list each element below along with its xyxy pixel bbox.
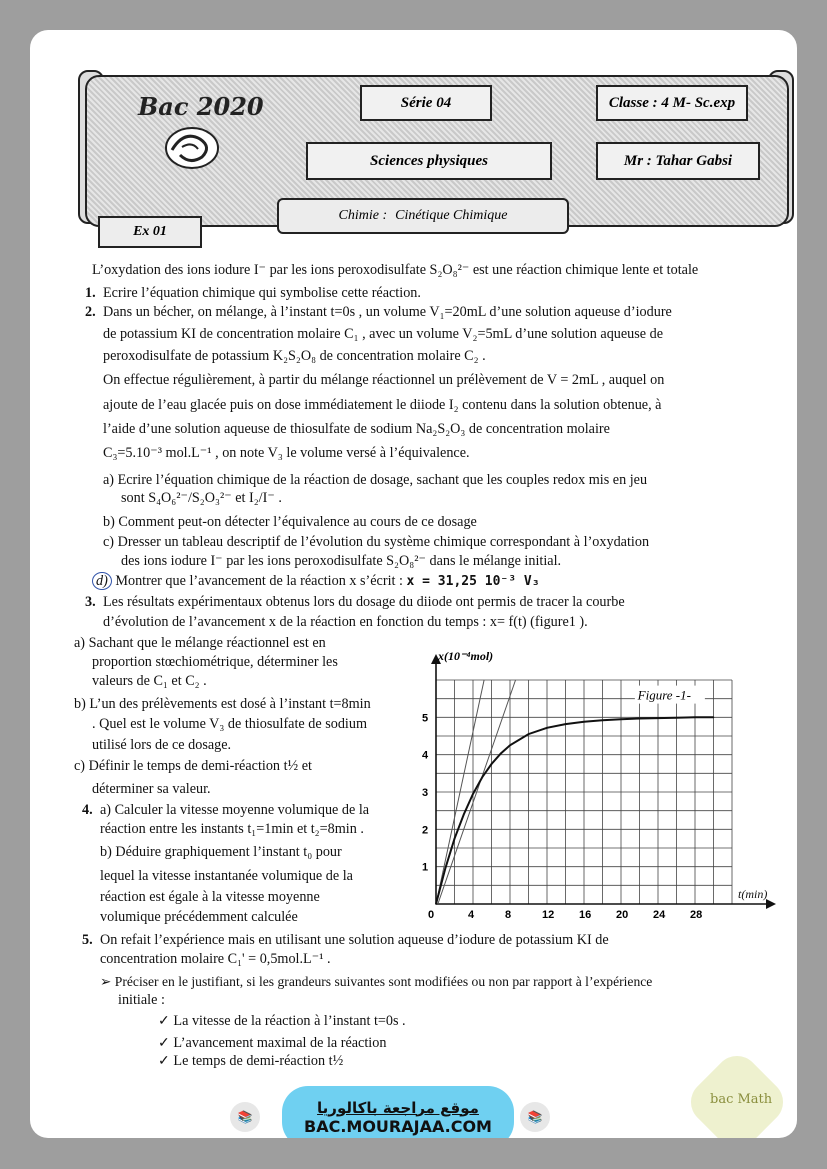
q2-line-7: C₃=5.10⁻³ mol.L⁻¹ , on note V₃ le volume versé à l’équivalence. <box>103 445 470 461</box>
y-tick-label: 4 <box>422 749 429 762</box>
footer-left-logo-icon: 📚 <box>230 1102 260 1132</box>
data-point <box>463 814 465 816</box>
q5-line-4: initiale : <box>118 992 165 1008</box>
q2-line-3: peroxodisulfate de potassium K₂S₂O₈ de concentration molaire C₂ . <box>103 348 486 364</box>
data-point <box>444 868 446 870</box>
q4a-line-1: a) Calculer la vitesse moyenne volumique de la <box>100 802 370 818</box>
q2d-formula: x = 31,25 10⁻³ V₃ <box>406 574 540 589</box>
chimie-label: Chimie : <box>338 208 388 223</box>
q3c-line-2: déterminer sa valeur. <box>92 781 211 797</box>
q3a-line-2: proportion stœchiométrique, déterminer les <box>92 654 338 670</box>
q4b-line-3: réaction est égale à la vitesse moyenne <box>100 889 320 905</box>
q2c-line-1: c) Dresser un tableau descriptif de l’évolution du système chimique correspondant à l’oxydation <box>103 534 650 550</box>
q3b-line-3: utilisé lors de ce dosage. <box>92 737 232 753</box>
q2-line-6: l’aide d’une solution aqueuse de thiosulfate de sodium Na₂S₂O₃ de concentration molaire <box>103 421 610 437</box>
y-tick-label: 5 <box>422 712 429 725</box>
x-tick-label: 20 <box>616 909 629 921</box>
data-point <box>528 733 530 735</box>
data-point <box>435 903 437 905</box>
q2-line-4: On effectue régulièrement, à partir du mélange réactionnel un prélèvement de V = 2mL , auquel on <box>103 372 665 388</box>
q3b-line-2: . Quel est le volume V₃ de thiosulfate de sodium <box>92 716 367 732</box>
matiere-box: Sciences physiques <box>306 142 552 180</box>
x-tick-label: 16 <box>579 909 592 921</box>
check-item-3: ✓ Le temps de demi-réaction t½ <box>158 1053 344 1069</box>
x-tick-label: 28 <box>690 909 703 921</box>
classe-box: Classe : 4 M- Sc.exp <box>596 85 748 121</box>
y-tick-label: 3 <box>422 787 429 799</box>
q4a-line-2: réaction entre les instants t₁=1min et t₂=8min . <box>100 821 364 837</box>
q5-number: 5. <box>82 932 93 948</box>
q4-number: 4. <box>82 802 93 818</box>
x-tick-label: 8 <box>505 909 512 921</box>
x-tick-label: 12 <box>542 909 555 921</box>
q2-number: 2. <box>85 304 96 320</box>
figure-title: Figure -1- <box>637 687 691 703</box>
data-point <box>694 717 696 719</box>
bac-title: Bac 2020 <box>138 92 264 121</box>
chimie-box <box>277 198 569 234</box>
q3-line-1: Les résultats expérimentaux obtenus lors du dosage du diiode ont permis de tracer la courbe <box>103 594 625 610</box>
y-tick-label: 1 <box>422 861 429 874</box>
q1-number: 1. <box>85 285 96 301</box>
q3-number: 3. <box>85 594 96 610</box>
data-point <box>481 776 483 778</box>
x-tick-label: 4 <box>468 909 475 921</box>
figure-1-chart <box>408 642 796 924</box>
cinetique-label: Cinétique Chimique <box>395 208 508 223</box>
q2-line-2: de potassium KI de concentration molaire C₁ , avec un volume V₂=5mL d’une solution aqueuse de <box>103 326 664 342</box>
data-point <box>713 717 715 719</box>
prof-box: Mr : Tahar Gabsi <box>596 142 760 180</box>
q1-text: Ecrire l’équation chimique qui symbolise cette réaction. <box>103 285 421 301</box>
school-logo-icon <box>162 125 222 171</box>
q2d-text: Montrer que l’avancement de la réaction x s’écrit : <box>115 573 403 589</box>
footer-arabic-title: موقع مراجعة باكالوريا <box>317 1098 479 1117</box>
q4b-line-1: b) Déduire graphiquement l’instant t₀ pour <box>100 844 342 860</box>
data-point <box>620 718 622 720</box>
document-page <box>30 30 797 1138</box>
q3c-line-1: c) Définir le temps de demi-réaction t½ et <box>74 758 312 774</box>
footer-site-banner[interactable] <box>282 1086 514 1138</box>
data-point <box>565 723 567 725</box>
serie-box: Série 04 <box>360 85 492 121</box>
q2b-text: b) Comment peut-on détecter l’équivalence au cours de ce dosage <box>103 514 477 530</box>
data-point <box>602 720 604 722</box>
q5-line-1: On refait l’expérience mais en utilisant une solution aqueuse d’iodure de potassium KI de <box>100 932 609 948</box>
q3-line-2: d’évolution de l’avancement x de la réaction en fonction du temps : x= f(t) (figure1 ). <box>103 614 588 630</box>
q2d-row <box>92 572 540 591</box>
q5-line-2: concentration molaire C₁' = 0,5mol.L⁻¹ . <box>100 951 331 967</box>
intro-text: L’oxydation des ions iodure I⁻ par les ions peroxodisulfate S₂O₈²⁻ est une réaction chimique lente et totale <box>92 262 699 278</box>
q2a-line-1: a) Ecrire l’équation chimique de la réaction de dosage, sachant que les couples redox mis en jeu <box>103 472 648 488</box>
y-tick-label: 2 <box>422 824 429 837</box>
data-point <box>657 717 659 719</box>
q2a-line-2: sont S₄O₆²⁻/S₂O₃²⁻ et I₂/I⁻ . <box>121 490 282 506</box>
x-tick-label: 0 <box>428 909 435 921</box>
q3a-line-1: a) Sachant que le mélange réactionnel est en <box>74 635 326 651</box>
data-point <box>639 718 641 720</box>
x-axis-arrow-icon <box>766 899 776 909</box>
data-point <box>491 763 493 765</box>
data-point <box>500 753 502 755</box>
q4b-line-2: lequel la vitesse instantanée volumique de la <box>100 868 353 884</box>
data-point <box>546 727 548 729</box>
data-point <box>472 793 474 795</box>
footer-url[interactable]: BAC.MOURAJAA.COM <box>304 1116 492 1136</box>
q3b-line-1: b) L’un des prélèvements est dosé à l’instant t=8min <box>74 696 371 712</box>
q2-line-1: Dans un bécher, on mélange, à l’instant t=0s , un volume V₁=20mL d’une solution aqueuse d’iodure <box>103 304 672 320</box>
check-item-2: ✓ L’avancement maximal de la réaction <box>158 1035 387 1051</box>
q3a-line-3: valeurs de C₁ et C₂ . <box>92 673 207 689</box>
q2d-label: d) <box>92 572 112 590</box>
q4b-line-4: volumique précédemment calculée <box>100 909 298 925</box>
x-tick-label: 24 <box>653 909 666 921</box>
footer-right-logo-icon: 📚 <box>520 1102 550 1132</box>
y-axis-label: x(10⁻⁴mol) <box>438 649 494 663</box>
data-point <box>583 721 585 723</box>
q5-line-3: ➢ Préciser en le justifiant, si les grandeurs suivantes sont modifiées ou non par rapport à l’expérience <box>100 974 653 989</box>
q2-line-5: ajoute de l’eau glacée puis on dose immédiatement le diiode I₂ contenu dans la solution obtenue, à <box>103 397 662 413</box>
data-point <box>509 745 511 747</box>
bac-math-label: bac Math <box>710 1092 773 1107</box>
data-point <box>454 838 456 840</box>
data-point <box>676 717 678 719</box>
exercise-label: Ex 01 <box>98 216 202 248</box>
x-axis-label: t(min) <box>738 887 768 901</box>
q2c-line-2: des ions iodure I⁻ par les ions peroxodisulfate S₂O₈²⁻ dans le mélange initial. <box>121 553 562 569</box>
check-item-1: ✓ La vitesse de la réaction à l’instant t=0s . <box>158 1013 406 1029</box>
